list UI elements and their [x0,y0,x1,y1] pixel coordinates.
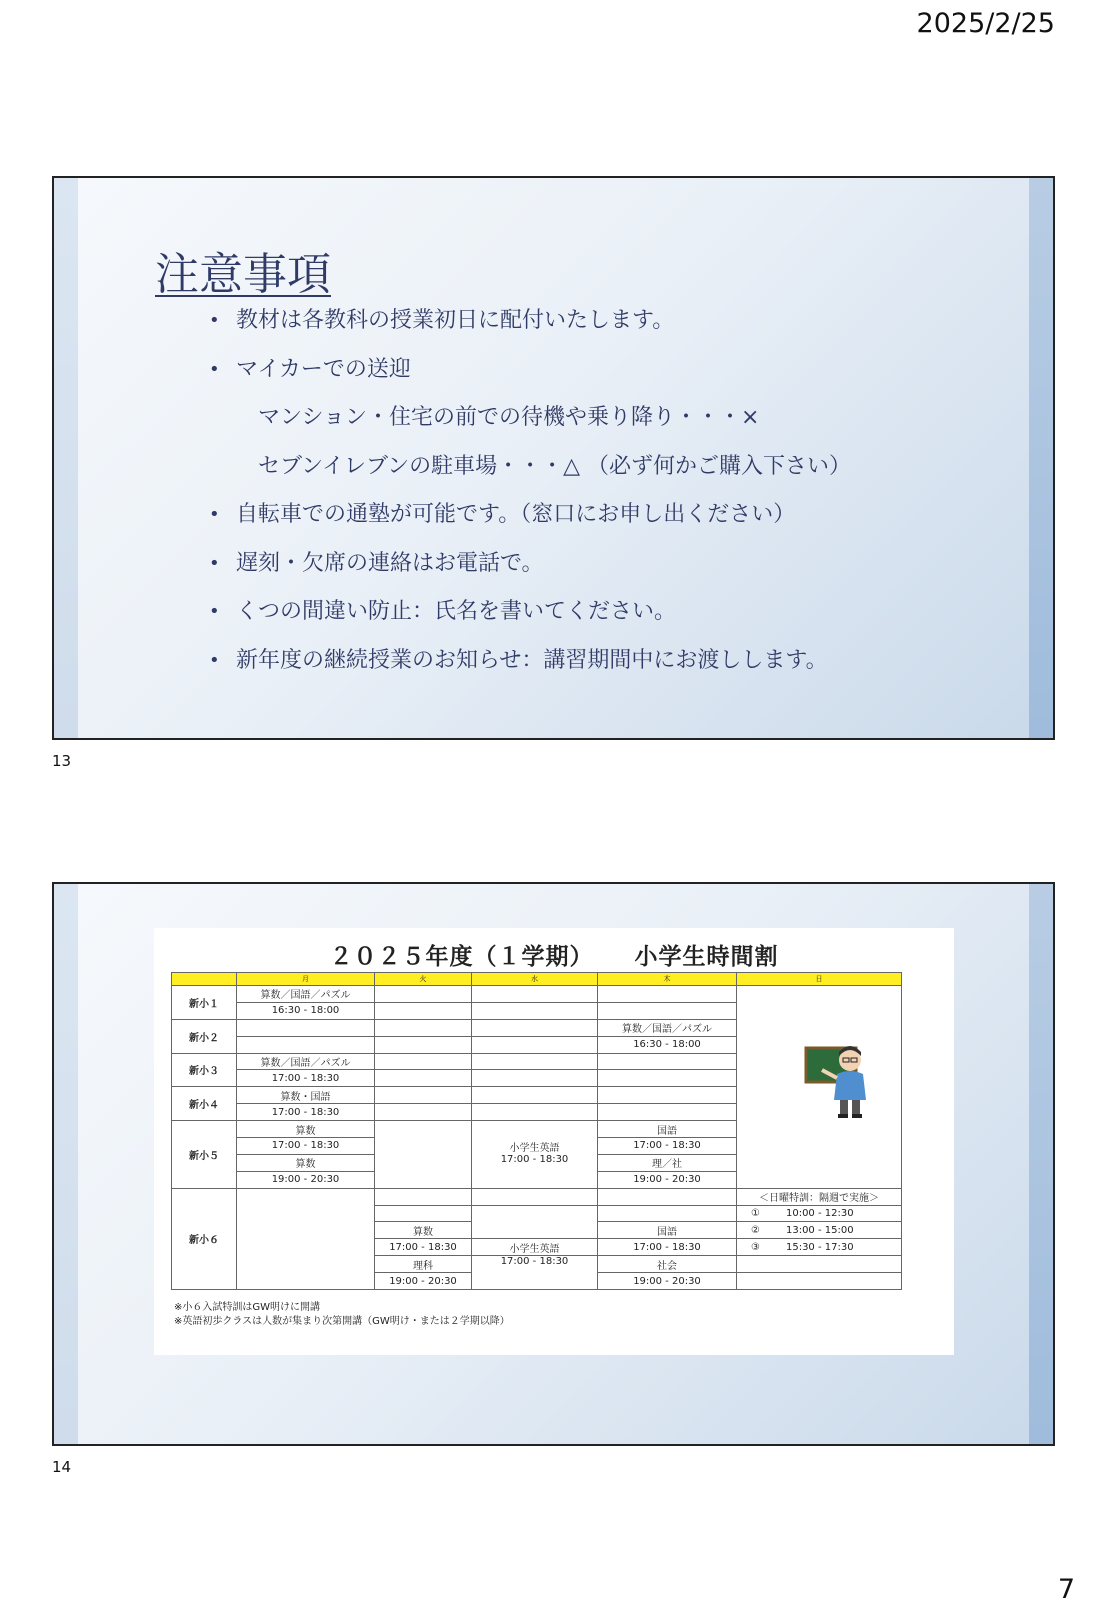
class-time: 19:00 - 20:30 [237,1171,375,1188]
timetable-title-year: ２０２５年度（１学期） [329,944,594,970]
note-line: ※英語初歩クラスは人数が集まり次第開講（GW明け・または２学期以降） [174,1316,510,1327]
slot-mark: ① [751,1208,760,1220]
slot-time: 13:00 - 15:00 [785,1224,854,1236]
slide-right-band [1029,884,1053,1444]
slide-left-band [54,884,78,1444]
slide-number-14: 14 [52,1458,72,1476]
class-subject: 算数 [375,1222,472,1239]
class-time: 17:00 - 18:30 [237,1138,375,1155]
teacher-illustration [804,1038,878,1120]
timetable-title-name: 小学生時間割 [634,944,779,970]
bullet-dot: • [209,310,220,331]
class-subject: 算数／国語／パズル [598,1019,737,1036]
note-line: ※小６入試特訓はGW明けに開講 [174,1302,321,1313]
class-subject: 算数 [237,1121,375,1138]
class-subject: 算数／国語／パズル [237,986,375,1003]
slide-title: 注意事項 [155,249,331,300]
document-date: 2025/2/25 [916,8,1055,39]
class-time: 17:00 - 18:30 [237,1104,375,1121]
slide-number-13: 13 [52,752,72,770]
class-time: 19:00 - 20:30 [598,1171,737,1188]
sunday-slot [737,1239,902,1256]
class-time: 17:00 - 18:30 [237,1070,375,1087]
bullet-dot: • [209,552,220,574]
slide-13 [52,176,1055,740]
timetable-notes [174,1301,510,1329]
class-subject: 社会 [598,1256,737,1273]
list-item-text: 遅刻・欠席の連絡はお電話で。 [236,550,544,576]
list-item-text: セブンイレブンの駐車場・・・△ （必ず何かご購入下さい） [258,453,852,479]
grade-label: 新小３ [172,1053,237,1087]
list-item-text: 新年度の継続授業のお知らせ：講習期間中にお渡しします。 [236,647,828,673]
class-subject: 小学生英語 [472,1121,598,1155]
class-time: 17:00 - 18:30 [472,1154,598,1188]
list-item-text: 自転車での通塾が可能です。（窓口にお申し出ください） [236,502,796,527]
sunday-slot [737,1205,902,1222]
class-time: 17:00 - 18:30 [598,1239,737,1256]
class-time: 19:00 - 20:30 [375,1273,472,1290]
day-header: 日 [737,973,902,986]
class-subject: 算数・国語 [237,1087,375,1104]
timetable-header-row [172,973,902,986]
class-time: 16:30 - 18:00 [237,1002,375,1019]
grade-label: 新小６ [172,1188,237,1289]
class-time: 16:30 - 18:00 [598,1036,737,1053]
slide-14 [52,882,1055,1446]
class-subject: 算数／国語／パズル [237,1053,375,1070]
class-time: 17:00 - 18:30 [472,1256,598,1290]
sunday-header: ＜日曜特訓：隔週で実施＞ [737,1188,902,1205]
timetable-image [154,928,954,1355]
slide-right-band [1029,178,1053,738]
grade-label: 新小２ [172,1019,237,1053]
grade-label: 新小５ [172,1121,237,1189]
grade-label: 新小４ [172,1087,237,1121]
class-subject: 国語 [598,1222,737,1239]
table-row [172,1188,902,1205]
timetable [171,972,902,1290]
bullet-dot: • [209,358,220,380]
class-time: 17:00 - 18:30 [598,1138,737,1155]
class-subject: 国語 [598,1121,737,1138]
slot-mark: ② [751,1224,760,1236]
day-header: 水 [472,973,598,986]
class-subject: 理／社 [598,1154,737,1171]
bullet-dot: • [209,504,220,525]
grade-label: 新小１ [172,986,237,1020]
day-header: 木 [598,973,737,986]
day-header: 火 [375,973,472,986]
list-item-text: マンション・住宅の前での待機や乗り降り・・・× [258,405,760,430]
class-subject: 小学生英語 [472,1239,598,1256]
slot-time: 15:30 - 17:30 [785,1241,854,1253]
list-item-text: くつの間違い防止：氏名を書いてください。 [236,599,677,624]
bullet-dot: • [209,649,220,671]
class-subject: 理科 [375,1256,472,1273]
corner-cell [172,973,237,986]
table-row [172,1121,902,1138]
slot-time: 10:00 - 12:30 [785,1208,854,1220]
class-time: 19:00 - 20:30 [598,1273,737,1290]
table-row [172,986,902,1003]
list-item-text: マイカーでの送迎 [236,356,411,382]
list-item-text: 教材は各教科の授業初日に配付いたします。 [236,308,675,333]
timetable-title [154,938,954,971]
day-header: 月 [237,973,375,986]
slide-left-band [54,178,78,738]
class-subject: 算数 [237,1154,375,1171]
sunday-slot [737,1222,902,1239]
bullet-dot: • [209,601,220,622]
page-number: 7 [1057,1574,1075,1605]
class-time: 17:00 - 18:30 [375,1239,472,1256]
slot-mark: ③ [751,1241,760,1253]
